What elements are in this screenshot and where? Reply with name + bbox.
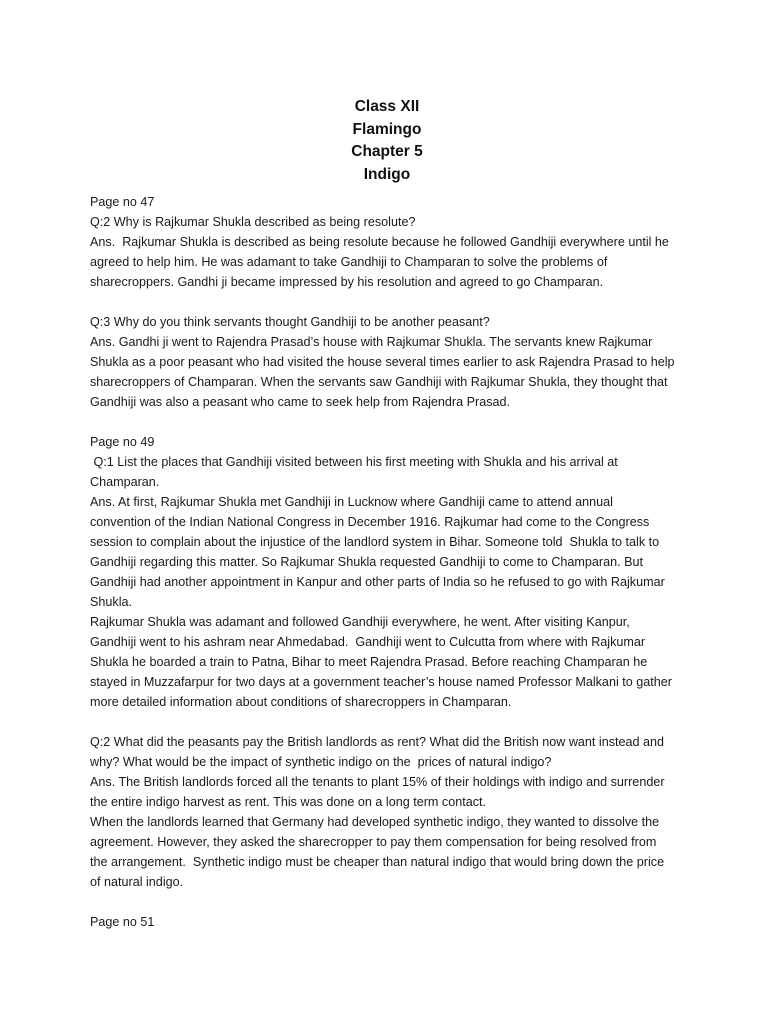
body-line: Page no 51 — [90, 915, 155, 929]
body-line: Gandhiji had another appointment in Kanpur and other parts of India so he refused to go with Rajkumar — [90, 575, 665, 589]
title-class: Class XII — [354, 98, 420, 115]
body-line: sharecroppers. Gandhi ji became impressed by his resolution and agreed to go Champaran. — [90, 275, 604, 289]
body-line: Q:3 Why do you think servants thought Gandhiji to be another peasant? — [90, 315, 490, 329]
body-line: session to complain about the injustice of the landlord system in Bihar. Someone told Shukla to talk to — [90, 535, 660, 549]
body-line: Q:1 List the places that Gandhiji visited between his first meeting with Shukla and his arrival at — [90, 455, 618, 469]
body-line: Shukla. — [90, 595, 133, 609]
body-line: Page no 47 — [90, 195, 155, 209]
body-line: Ans. Gandhi ji went to Rajendra Prasad’s house with Rajkumar Shukla. The servants knew Rajkumar — [90, 335, 653, 349]
document-page — [90, 96, 684, 932]
body-line: the entire indigo harvest as rent. This was done on a long term contact. — [90, 795, 486, 809]
body-line: Ans. Rajkumar Shukla is described as being resolute because he followed Gandhiji everywhere until he — [90, 235, 669, 249]
body-line: Gandhiji was also a peasant who came to seek help from Rajendra Prasad. — [90, 395, 511, 409]
body-line: Rajkumar Shukla was adamant and followed Gandhiji everywhere, he went. After visiting Kanpur, — [90, 615, 630, 629]
body-line: Champaran. — [90, 475, 160, 489]
title-chapter: Chapter 5 — [351, 143, 423, 160]
body-line: sharecroppers of Champaran. When the servants saw Gandhiji with Rajkumar Shukla, they thought that — [90, 375, 668, 389]
paragraph-gap — [90, 292, 684, 312]
body-line: Ans. At first, Rajkumar Shukla met Gandhiji in Lucknow where Gandhiji came to attend annual — [90, 495, 613, 509]
body-line: Ans. The British landlords forced all the tenants to plant 15% of their holdings with indigo and surrender — [90, 775, 665, 789]
body-line: agreement. However, they asked the sharecropper to pay them compensation for being resolved from — [90, 835, 657, 849]
paragraph-gap — [90, 412, 684, 432]
body-line: Gandhiji went to his ashram near Ahmedabad. Gandhiji went to Culcutta from where with Rajkumar — [90, 635, 646, 649]
body-text — [90, 192, 684, 932]
body-line: Q:2 Why is Rajkumar Shukla described as being resolute? — [90, 215, 416, 229]
body-line: Gandhiji regarding this matter. So Rajkumar Shukla requested Gandhiji to come to Champaran. But — [90, 555, 644, 569]
body-line: Shukla as a poor peasant who had visited the house several times earlier to ask Rajendra Prasad to help — [90, 355, 675, 369]
body-line: When the landlords learned that Germany had developed synthetic indigo, they wanted to dissolve the — [90, 815, 660, 829]
paragraph-gap — [90, 892, 684, 912]
body-line: of natural indigo. — [90, 875, 184, 889]
body-line: the arrangement. Synthetic indigo must be cheaper than natural indigo that would bring down the price — [90, 855, 665, 869]
body-line: stayed in Muzzafarpur for two days at a government teacher’s house named Professor Malkani to gather — [90, 675, 672, 689]
body-line: Page no 49 — [90, 435, 155, 449]
title-chapter-name: Indigo — [363, 165, 411, 183]
body-line: why? What would be the impact of synthetic indigo on the prices of natural indigo? — [90, 755, 552, 769]
paragraph-gap — [90, 712, 684, 732]
body-line: more detailed information about conditions of sharecroppers in Champaran. — [90, 695, 512, 709]
body-line: Q:2 What did the peasants pay the British landlords as rent? What did the British now want instead and — [90, 735, 665, 749]
body-line: Shukla he boarded a train to Patna, Bihar to meet Rajendra Prasad. Before reaching Champaran he — [90, 655, 648, 669]
body-line: agreed to help him. He was adamant to take Gandhiji to Champaran to solve the problems of — [90, 255, 608, 269]
title-block — [90, 96, 684, 186]
title-book: Flamingo — [352, 120, 422, 138]
body-line: convention of the Indian National Congress in December 1916. Rajkumar had come to the Congress — [90, 515, 650, 529]
